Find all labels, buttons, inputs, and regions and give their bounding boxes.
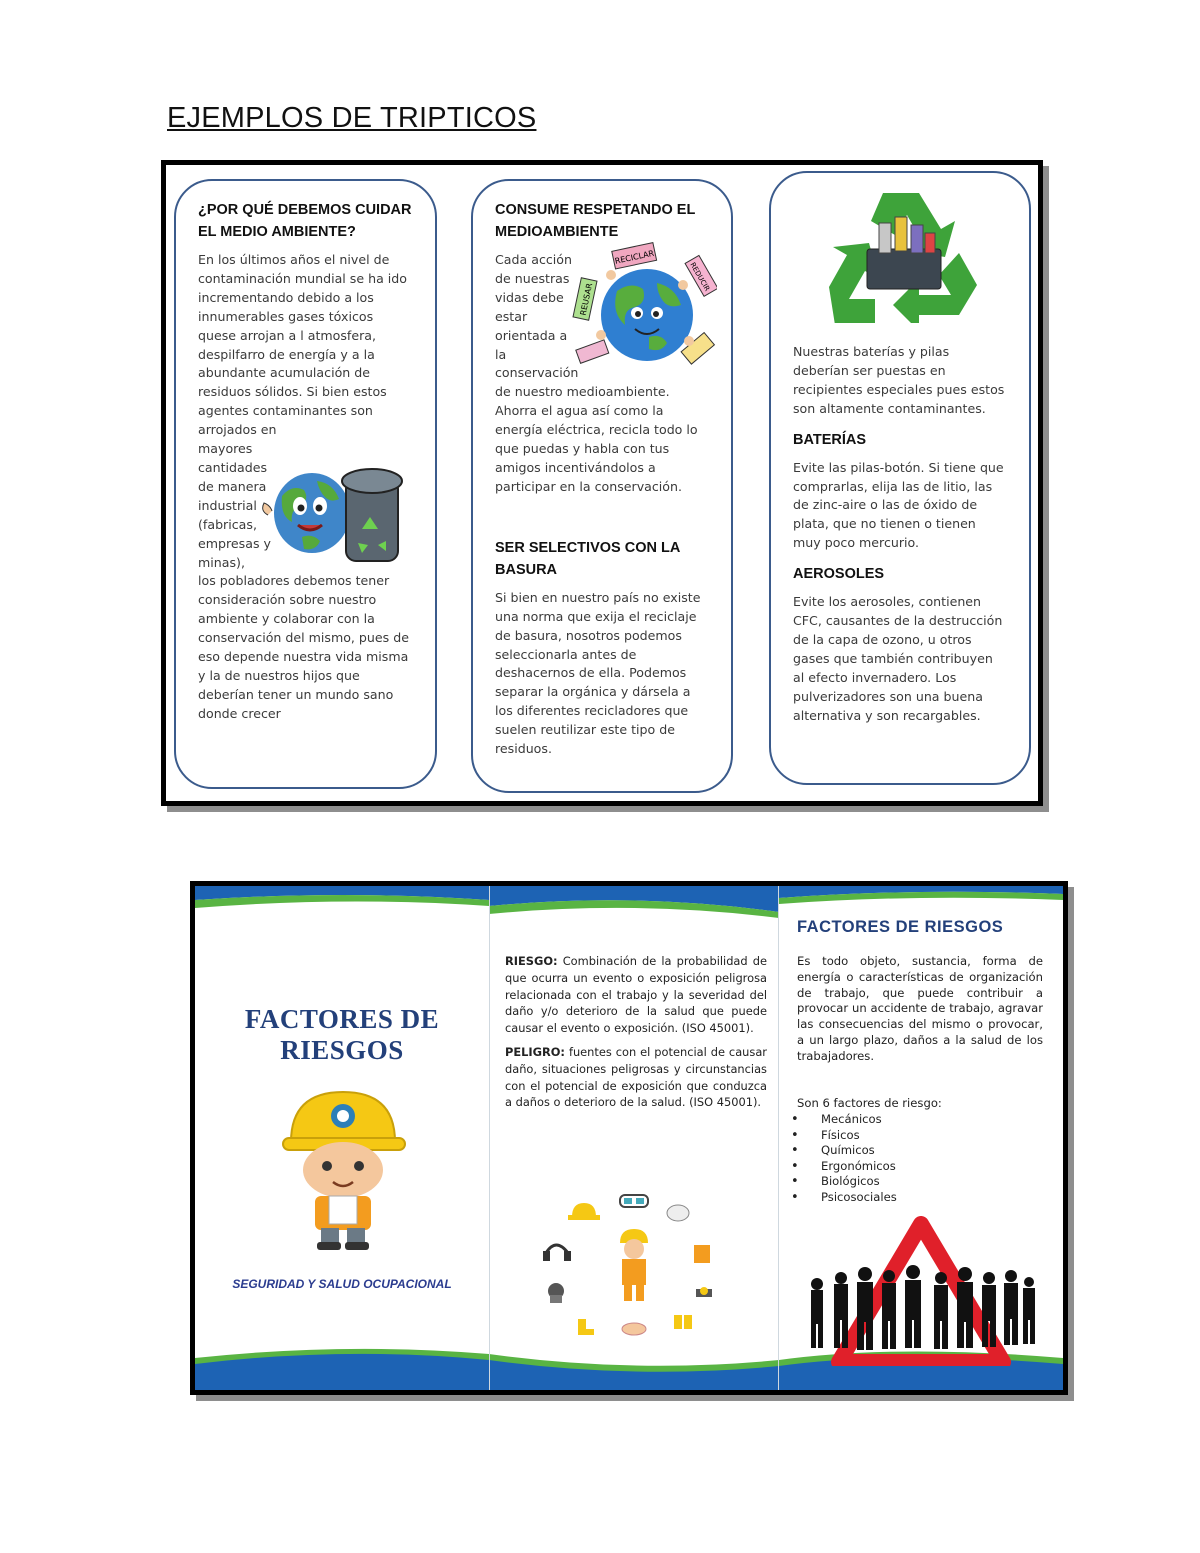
panel-text: los pobladores debemos tener consideración sobre nuestro ambiente y colaborar con la conservación del mismo, pues de eso depende nuestra vida misma y la de nuestros hijos que deberían tener un mundo sano donde crecer <box>198 573 409 721</box>
sign-label: REUSAR <box>578 282 595 317</box>
panel-text: Nuestras baterías y pilas deberían ser puestas en recipientes especiales pues estos son altamente contaminantes. <box>793 344 1005 416</box>
panel-portada <box>195 886 489 1390</box>
panel-text: Evite las pilas-botón. Si tiene que comprarlas, elija las de litio, las de zinc-aire o las de óxido de plata, que no tienen o tienen muy poco mercurio. <box>793 459 1004 551</box>
panel-factores <box>779 886 1063 1390</box>
panel-heading: SER SELECTIVOS CON LA BASURA <box>495 539 680 578</box>
list-item: • Físicos <box>779 1128 897 1144</box>
panel-heading: CONSUME RESPETANDO EL MEDIOAMBIENTE <box>495 202 696 240</box>
document-title: EJEMPLOS DE TRIPTICOS <box>167 102 537 134</box>
list-item: • Biológicos <box>779 1174 897 1190</box>
list-item: • Ergonómicos <box>779 1159 897 1175</box>
cover-subtitle: SEGURIDAD Y SALUD OCUPACIONAL <box>232 1277 452 1291</box>
triptico-medioambiente <box>161 160 1043 806</box>
factores-list <box>779 1112 897 1206</box>
panel-text: arrojados en mayores cantidades de manera industrial (fabricas, empresas y minas), <box>198 422 277 570</box>
panel-heading: ¿POR QUÉ DEBEMOS CUIDAR EL MEDIO AMBIENTE? <box>198 202 412 240</box>
list-item: • Psicosociales <box>779 1190 897 1206</box>
factores-title: FACTORES DE RIESGOS <box>797 918 1004 936</box>
cover-title: FACTORES DE RIESGOS <box>244 1004 440 1065</box>
peligro-definition: PELIGRO: fuentes con el potencial de causar daño, situaciones peligrosas y circunstancias con el potencial de exposición que conduzca a daños o deterioro de la salud. (ISO 45001). <box>505 1044 767 1110</box>
sign-label: RECICLAR <box>614 248 655 266</box>
ppe-equipment-icon <box>538 1191 728 1341</box>
panel-text: Evite los aerosoles, contienen CFC, causantes de la destrucción de la capa de ozono, u otros gases que también contribuyen al efecto invernadero. Los pulverizadores son una buena alternativa y son recargables. <box>793 594 1003 723</box>
warning-sign-people-icon <box>803 1216 1039 1366</box>
globe-with-signs-icon <box>571 241 717 381</box>
triptico-riesgos <box>190 881 1068 1395</box>
list-item: • Químicos <box>779 1143 897 1159</box>
riesgo-definition: RIESGO: Combinación de la probabilidad de que ocurra un evento o exposición peligrosa relacionada con el trabajo y la severidad del daño y/o deterioro de la salud que puede causar el evento o exposición. (ISO 45001). <box>505 954 767 1036</box>
panel-text: Si bien en nuestro país no existe una norma que exija el reciclaje de basura, nosotros podemos seleccionarla antes de deshacernos de ella. Podemos separar la orgánica y dársela a los diferentes recicladores que suelen reutilizar este tipo de residuos. <box>495 589 701 757</box>
earth-with-trash-can-icon <box>262 451 412 581</box>
panel-heading: BATERÍAS <box>793 431 867 448</box>
panel-consume <box>471 179 733 793</box>
list-item: • Mecánicos <box>779 1112 897 1128</box>
recycle-batteries-icon <box>821 183 987 323</box>
panel-text: Cada acción de nuestras vidas debe estar orientada a la conservación <box>495 252 579 381</box>
panel-definiciones <box>489 886 779 1390</box>
panel-text: de nuestro medioambiente. Ahorra el agua así como la energía eléctrica, recicla todo lo que puedas y habla con tus amigos incentivándolos a participar en la conservación. <box>495 384 698 494</box>
panel-text: En los últimos años el nivel de contaminación mundial se ha ido incrementando debido a los innumerables gases tóxicos quese arrojan a l atmosfera, despilfarro de energía y a la abundante acumulación de residuos sólidos. Si bien estos agentes contaminantes son <box>198 252 408 419</box>
panel-medio-ambiente <box>174 179 437 789</box>
sign-label: REDUCIR <box>688 261 712 293</box>
panel-heading: AEROSOLES <box>793 566 885 583</box>
factores-definition: Es todo objeto, sustancia, forma de energía o características de organización de trabajo, que puede contribuir a provocar un accidente de trabajo, agravar las consecuencias del mismo o provocar, a un largo plazo, daños a la salud de los trabajadores. <box>797 954 1043 1063</box>
panel-baterias <box>769 171 1031 785</box>
factores-intro: Son 6 factores de riesgo: <box>797 1096 942 1110</box>
worker-boy-icon <box>277 1086 411 1252</box>
